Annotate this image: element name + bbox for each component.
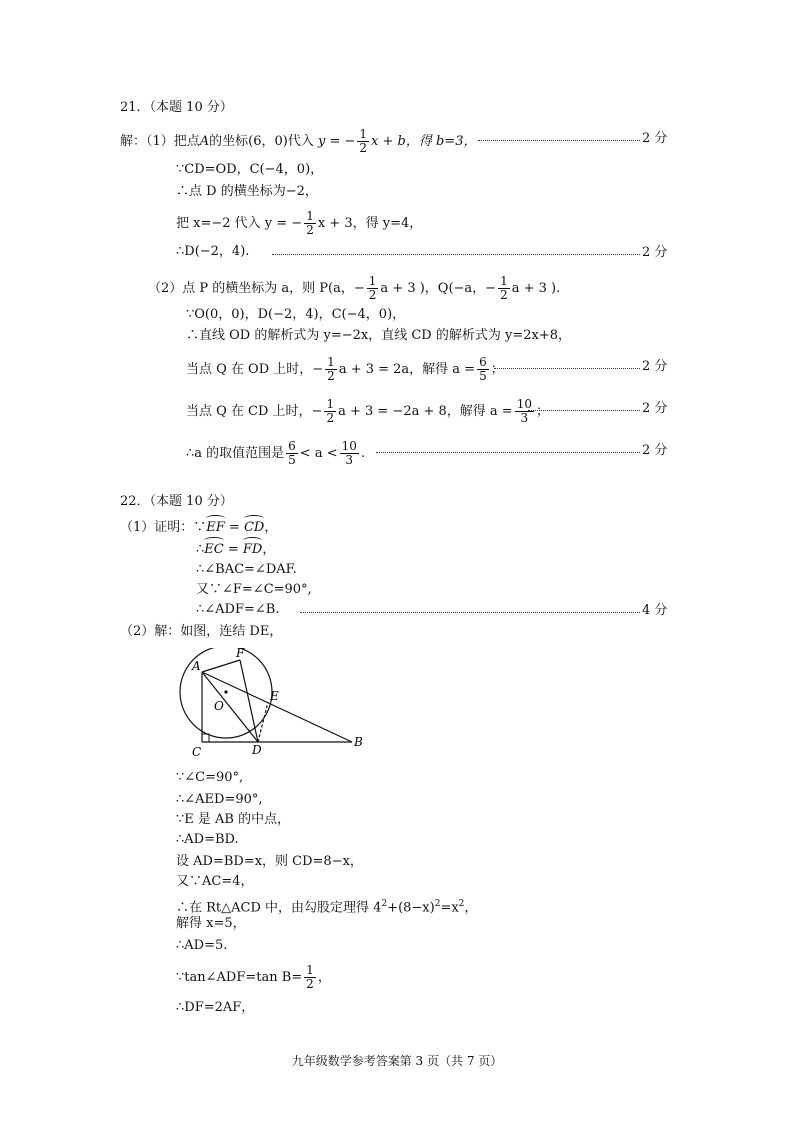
q22-title: 22．（本题 10 分） (120, 494, 233, 509)
label-o: O (214, 699, 224, 713)
q21-line6: （2）点 P 的横坐标为 a，则 P(a，− $\frac{1}{2}$ a + 3 )，Q(−a，− $\frac{1}{2}$ a + 3 ). (148, 274, 561, 302)
fraction: $\frac{1}{2}$ (368, 274, 377, 302)
fraction: $\frac{1}{2}$ (306, 963, 314, 991)
q21-line7: ∵O(0，0)，D(−2，4)，C(−4，0)， (186, 307, 406, 322)
center-point (224, 690, 227, 693)
q22-line9: ∵E 是 AB 的中点， (176, 812, 291, 827)
arc-ef: EF (206, 518, 225, 538)
fraction: $\frac{1}{2}$ (359, 127, 368, 155)
q21-line2: ∵CD=OD，C(−4，0)， (176, 162, 324, 177)
q21-line4: 把 x=−2 代入 y = − $\frac{1}{2}$ x + 3，得 y=4， (176, 209, 423, 237)
q22-line1: （1）证明：∵EF = CD， (120, 518, 277, 538)
score: 4 分 (642, 603, 668, 618)
arc-cd: CD (244, 518, 264, 538)
q22-line5: ∴∠ADF=∠B. (196, 602, 280, 617)
score: 2 分 (642, 245, 668, 260)
segment-ab (202, 672, 352, 742)
q22-line16: ∵tan∠ADF=tan B= $\frac{1}{2}$ ， (176, 963, 331, 991)
dotted-leader (376, 452, 640, 453)
fraction: $\frac{1}{2}$ (327, 355, 335, 383)
dotted-leader (300, 612, 640, 613)
q21-line8: ∴直线 OD 的解析式为 y=−2x，直线 CD 的解析式为 y=2x+8， (186, 328, 571, 343)
q21-line11: ∴a 的取值范围是 $\frac{6}{5}$ < a < $\frac{10}{3}$ . (186, 439, 366, 467)
q21-line1: 解：（1）把点A的坐标(6，0)代入 y = − $\frac{1}{2}$ x + b，得 b=3， (120, 127, 477, 155)
score: 2 分 (642, 443, 668, 458)
q22-line15: ∴AD=5. (176, 938, 228, 953)
right-angle-mark (202, 734, 209, 742)
label-c: C (192, 745, 202, 758)
fraction: $\frac{6}{5}$ (288, 439, 296, 467)
label-a: A (192, 659, 201, 673)
q22-line12: 又∵AC=4， (176, 874, 254, 889)
label-d: D (252, 743, 262, 757)
q22-line11: 设 AD=BD=x，则 CD=8−x， (176, 854, 363, 869)
label-b: B (354, 735, 363, 749)
q21-line9: 当点 Q 在 OD 上时，− $\frac{1}{2}$ a + 3 = 2a，解得 a = $\frac{6}{5}$ ； (186, 355, 504, 383)
segment-de (258, 702, 268, 742)
q22-line13: ∴在 Rt△ACD 中，由勾股定理得 $4^2+(8-x)^2=x^2$， (176, 899, 478, 916)
score: 2 分 (642, 359, 668, 374)
segment-fd (240, 660, 258, 742)
segment-ad (202, 672, 258, 742)
fraction: $\frac{1}{2}$ (306, 209, 314, 237)
q22-line8: ∴∠AED=90°, (176, 792, 263, 807)
dotted-leader (272, 254, 640, 255)
q21-line10: 当点 Q 在 CD 上时，− $\frac{1}{2}$ a + 3 = −2a + 8，解得 a = $\frac{10}{3}$ ； (186, 397, 549, 425)
fraction: $\frac{10}{3}$ (341, 439, 357, 467)
segment-af (202, 660, 240, 672)
q21-line3: ∴点 D 的横坐标为−2， (176, 184, 318, 199)
geometry-figure (178, 648, 378, 758)
label-e: E (270, 689, 279, 703)
label-f: F (236, 648, 245, 660)
q22-line7: ∵∠C=90°, (176, 770, 244, 785)
dotted-leader (528, 410, 640, 411)
q22-line14: 解得 x=5， (176, 916, 246, 931)
score: 2 分 (642, 131, 668, 146)
dotted-leader (494, 368, 640, 369)
fraction: $\frac{6}{5}$ (479, 355, 487, 383)
q21-line5: ∴D(−2，4). (176, 244, 250, 259)
q22-line4: 又∵∠F=∠C=90°, (196, 582, 312, 597)
fraction: $\frac{1}{2}$ (326, 397, 335, 425)
score: 2 分 (642, 401, 668, 416)
dotted-leader (478, 140, 640, 141)
q22-line3: ∴∠BAC=∠DAF. (196, 562, 297, 577)
q22-line6: （2）解：如图，连结 DE， (120, 624, 283, 639)
q22-line2: ∴EC = FD， (196, 540, 275, 560)
q22-line10: ∴AD=BD. (176, 832, 239, 847)
page-footer: 九年级数学参考答案第 3 页（共 7 页） (291, 1054, 503, 1068)
q21-title: 21．（本题 10 分） (120, 100, 233, 115)
q22-line17: ∴DF=2AF， (176, 1000, 255, 1015)
fraction: $\frac{10}{3}$ (516, 397, 532, 425)
arc-ec: EC (204, 540, 223, 560)
fraction: $\frac{1}{2}$ (500, 274, 508, 302)
arc-fd: FD (243, 540, 262, 560)
